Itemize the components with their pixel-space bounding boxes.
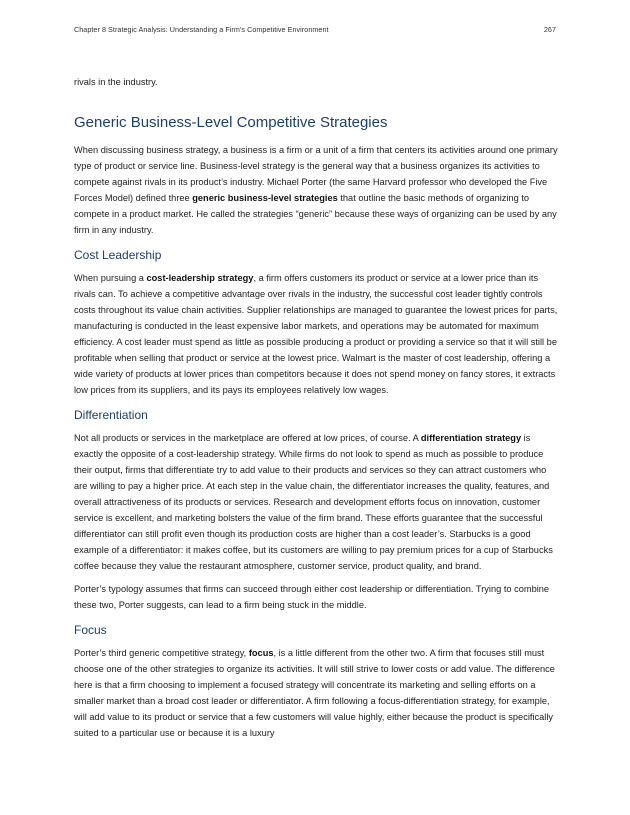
page-body bbox=[74, 74, 558, 741]
text-run: When pursuing a bbox=[74, 273, 147, 283]
chapter-title: Chapter 8 Strategic Analysis: Understanding a Firm’s Competitive Environment bbox=[74, 25, 329, 34]
key-term: generic business-level strategies bbox=[192, 193, 338, 203]
running-header bbox=[74, 25, 556, 34]
key-term: cost-leadership strategy bbox=[146, 273, 254, 283]
text-run: Porter’s third generic competitive strategy, bbox=[74, 648, 249, 658]
focus-paragraph bbox=[74, 645, 558, 741]
cost-leadership-heading: Cost Leadership bbox=[74, 248, 162, 262]
section-heading: Generic Business-Level Competitive Strategies bbox=[74, 114, 388, 131]
differentiation-heading: Differentiation bbox=[74, 408, 148, 422]
text-run: is exactly the opposite of a cost-leadership strategy. While firms do not look to spend as much as possible to produce their output, firms that differentiate try to add value to their products and services so they can attract customers who are willing to pay a higher price. At each step in the value chain, the differentiator increases the quality, features, and overall attractiveness of its products or services. Research and development efforts focus on innovation, customer service is excellent, and marketing bolsters the value of the firm brand. These efforts guarantee that the successful differentiator can still profit even though its production costs are higher than a cost leader’s. Starbucks is a good example of a differentiator: it makes coffee, but its customers are willing to pay premium prices for a cup of Starbucks coffee because they value the restaurant atmosphere, customer service, product quality, and brand. bbox=[74, 433, 553, 571]
text-run: When discussing business strategy, a business is a firm or a unit of a firm that centers its activities around one primary type of product or service line. Business-level strategy is the general way that a business organizes its activities to compete against rivals in its product’s industry. Michael Porter (the same Harvard professor who developed the Five Forces Model) defined three bbox=[74, 145, 558, 203]
section-paragraph bbox=[74, 142, 558, 238]
text-run: that outline the basic methods of organizing to compete in a product market. He called the strategies “generic” because these ways of organizing can be used by any firm in any industry. bbox=[74, 193, 557, 235]
key-term: differentiation strategy bbox=[420, 433, 522, 443]
focus-heading: Focus bbox=[74, 623, 107, 637]
cost-leadership-paragraph bbox=[74, 270, 558, 398]
differentiation-paragraph-2: Porter’s typology assumes that firms can succeed through either cost leadership or differentiation. Trying to combine these two, Porter suggests, can lead to a firm being stuck in the middle. bbox=[74, 584, 550, 610]
page-number: 267 bbox=[543, 25, 556, 34]
text-run: , a firm offers customers its product or service at a lower price than its rivals can. To achieve a competitive advantage over rivals in the industry, the successful cost leader tightly controls costs throughout its value chain activities. Supplier relationships are managed to guarantee the lowest prices for parts, manufacturing is conducted in the least expensive labor markets, and operations may be automated for maximum efficiency. A cost leader must spend as little as possible producing a product or providing a service so that it will still be profitable when selling that product or service at the lowest price. Walmart is the master of cost leadership, offering a wide variety of products at lower prices than competitors because it does not spend money on fancy stores, it extracts low prices from its suppliers, and its pays its employees relatively low wages. bbox=[74, 273, 558, 395]
key-term: focus bbox=[248, 648, 274, 658]
text-run: Not all products or services in the marketplace are offered at low prices, of course. A bbox=[74, 433, 421, 443]
text-run: , is a little different from the other two. A firm that focuses still must choose one of the other strategies to organize its activities. It will still strive to lower costs or add value. The difference here is that a firm choosing to implement a focused strategy will concentrate its marketing and selling efforts on a smaller market than a broad cost leader or differentiator. A firm following a focus-differentiation strategy, for example, will add value to its product or service that a few customers will value highly, either because the product is specifically suited to a particular use or because it is a luxury bbox=[74, 648, 555, 738]
intro-fragment: rivals in the industry. bbox=[74, 77, 158, 87]
differentiation-paragraph bbox=[74, 430, 558, 574]
